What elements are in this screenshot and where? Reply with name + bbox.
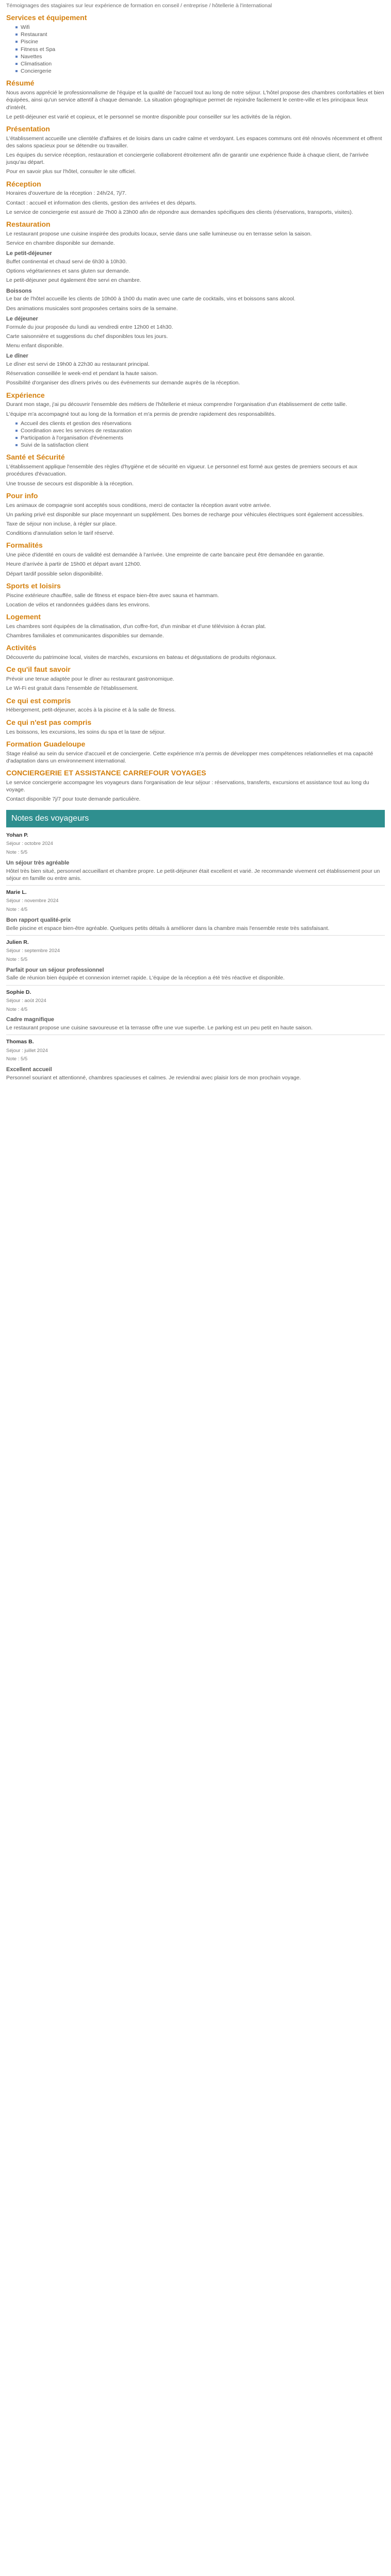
experience-paragraph: L'équipe m'a accompagné tout au long de la formation et m'a permis de prendre rapidement des responsabilités. xyxy=(6,411,276,417)
info-paragraph: Conditions d'annulation selon le tarif réservé. xyxy=(6,530,115,537)
experience-item: Coordination avec les services de restauration xyxy=(21,427,385,434)
leisure-heading: Sports et loisirs xyxy=(6,581,61,590)
presentation-paragraph: Pour en savoir plus sur l'hôtel, consulter le site officiel. xyxy=(6,168,136,175)
dinner-heading: Le dîner xyxy=(6,353,28,360)
info-paragraph: Taxe de séjour non incluse, à régler sur place. xyxy=(6,521,117,528)
lodging-paragraph: Les chambres sont équipées de la climatisation, d'un coffre-fort, d'un minibar et d'une télévision à écran plat. xyxy=(6,623,266,630)
service-item: Navettes xyxy=(21,53,385,60)
activities-heading: Activités xyxy=(6,643,37,652)
restauration-paragraph: Le restaurant propose une cuisine inspirée des produits locaux, servie dans une salle lumineuse ou en terrasse selon la saison. xyxy=(6,230,312,237)
lunch-paragraph: Formule du jour proposée du lundi au vendredi entre 12h00 et 14h30. xyxy=(6,324,173,330)
reception-paragraph: Horaires d'ouverture de la réception : 24h/24, 7j/7. xyxy=(6,190,127,197)
leisure-paragraph: Location de vélos et randonnées guidées dans les environs. xyxy=(6,601,151,608)
reception-paragraph: Contact : accueil et information des clients, gestion des arrivées et des départs. xyxy=(6,199,197,206)
review-list xyxy=(6,832,385,1081)
review-item xyxy=(6,889,385,936)
included-heading: Ce qui est compris xyxy=(6,696,71,705)
review-item xyxy=(6,832,385,886)
service-item: Restaurant xyxy=(21,31,385,38)
training-heading: Formation Guadeloupe xyxy=(6,739,86,748)
info-heading: Pour info xyxy=(6,491,38,500)
presentation-paragraph: L'établissement accueille une clientèle d'affaires et de loisirs dans un cadre calme et verdoyant. Les espaces communs ont été rénovés récemment et offrent des salons spacieux pour se détendre ou travailler. xyxy=(6,135,382,149)
intro-text: Témoignages des stagiaires sur leur expérience de formation en conseil / entreprise / hôtellerie à l'international xyxy=(6,3,272,9)
review-text: Le restaurant propose une cuisine savoureuse et la terrasse offre une vue superbe. Le parking est un peu petit en haute saison. xyxy=(6,1025,313,1031)
page xyxy=(0,0,391,1094)
resume-heading: Résumé xyxy=(6,79,35,88)
review-text: Salle de réunion bien équipée et connexion internet rapide. L'équipe de la réception a été très réactive et disponible. xyxy=(6,975,285,981)
concierge-paragraph: Le service conciergerie accompagne les voyageurs dans l'organisation de leur séjour : réservations, transferts, excursions et assistance tout au long du voyage. xyxy=(6,779,369,793)
breakfast-paragraph: Buffet continental et chaud servi de 6h30 à 10h30. xyxy=(6,259,127,265)
presentation-heading: Présentation xyxy=(6,124,50,133)
resume-paragraph: Le petit-déjeuner est varié et copieux, et le personnel se montre disponible pour conseiller sur les activités de la région. xyxy=(6,113,292,120)
experience-list xyxy=(6,420,385,449)
service-item: Wifi xyxy=(21,24,385,31)
breakfast-paragraph: Le petit-déjeuner peut également être servi en chambre. xyxy=(6,277,141,284)
activities-paragraph: Découverte du patrimoine local, visites de marchés, excursions en bateau et dégustations de produits régionaux. xyxy=(6,654,277,661)
review-date: Séjour : juillet 2024 xyxy=(6,1047,48,1054)
experience-item: Participation à l'organisation d'événements xyxy=(21,434,385,442)
restauration-paragraph: Service en chambre disponible sur demande. xyxy=(6,240,115,247)
service-item: Fitness et Spa xyxy=(21,46,385,53)
breakfast-paragraph: Options végétariennes et sans gluten sur demande. xyxy=(6,268,131,275)
review-author: Yohan P. xyxy=(6,832,28,838)
practical-heading: Ce qu'il faut savoir xyxy=(6,665,71,674)
concierge-heading: CONCIERGERIE ET ASSISTANCE CARREFOUR VOYAGES xyxy=(6,768,206,777)
experience-heading: Expérience xyxy=(6,391,45,399)
included-paragraph: Hébergement, petit-déjeuner, accès à la piscine et à la salle de fitness. xyxy=(6,707,176,714)
lodging-paragraph: Chambres familiales et communicantes disponibles sur demande. xyxy=(6,633,164,639)
services-heading: Services et équipement xyxy=(6,13,87,22)
review-rating: Note : 5/5 xyxy=(6,956,28,962)
review-rating: Note : 4/5 xyxy=(6,1006,28,1012)
review-title: Excellent accueil xyxy=(6,1066,52,1073)
leisure-paragraph: Piscine extérieure chauffée, salle de fitness et espace bien-être avec sauna et hammam. xyxy=(6,592,219,599)
drinks-paragraph: Le bar de l'hôtel accueille les clients de 10h00 à 1h00 du matin avec une carte de cocktails, vins et boissons sans alcool. xyxy=(6,296,296,302)
formalities-heading: Formalités xyxy=(6,541,43,550)
review-rating: Note : 5/5 xyxy=(6,849,28,855)
resume-paragraph: Nous avons apprécié le professionnalisme de l'équipe et la qualité de l'accueil tout au long de notre séjour. L'hôtel propose des chambres confortables et bien équipées, ainsi qu'un service attentif à chaque demande. La situation géographique permet de rejoindre facilement le centre-ville et les principaux lieux d'intérêt. xyxy=(6,90,384,111)
not-included-heading: Ce qui n'est pas compris xyxy=(6,718,92,726)
info-paragraph: Un parking privé est disponible sur place moyennant un supplément. Des bornes de recharge pour véhicules électriques sont également accessibles. xyxy=(6,511,364,518)
lodging-heading: Logement xyxy=(6,613,41,621)
reception-paragraph: Le service de conciergerie est assuré de 7h00 à 23h00 afin de répondre aux demandes spécifiques des clients (réservations, transports, visites). xyxy=(6,209,353,215)
review-divider xyxy=(6,885,385,886)
review-text: Hôtel très bien situé, personnel accueillant et chambre propre. Le petit-déjeuner était excellent et varié. Je recommande vivement cet établissement pour un séjour en famille ou entre amis. xyxy=(6,868,380,882)
review-text: Personnel souriant et attentionné, chambres spacieuses et calmes. Je reviendrai avec plaisir lors de mon prochain voyage. xyxy=(6,1075,301,1081)
info-paragraph: Les animaux de compagnie sont acceptés sous conditions, merci de contacter la réception avant votre arrivée. xyxy=(6,502,271,509)
review-author: Marie L. xyxy=(6,889,27,895)
review-divider xyxy=(6,935,385,936)
dinner-paragraph: Possibilité d'organiser des dîners privés ou des événements sur demande auprès de la réception. xyxy=(6,380,240,386)
practical-paragraph: Prévoir une tenue adaptée pour le dîner au restaurant gastronomique. xyxy=(6,676,174,683)
drinks-heading: Boissons xyxy=(6,287,32,294)
review-title: Bon rapport qualité-prix xyxy=(6,917,71,923)
health-heading: Santé et Sécurité xyxy=(6,453,65,462)
review-title: Parfait pour un séjour professionnel xyxy=(6,967,104,973)
review-divider xyxy=(6,985,385,986)
formalities-paragraph: Heure d'arrivée à partir de 15h00 et départ avant 12h00. xyxy=(6,561,141,568)
practical-paragraph: Le Wi-Fi est gratuit dans l'ensemble de l'établissement. xyxy=(6,685,139,692)
formalities-paragraph: Une pièce d'identité en cours de validité est demandée à l'arrivée. Une empreinte de carte bancaire peut être demandée en garantie. xyxy=(6,552,324,558)
review-author: Julien R. xyxy=(6,939,29,945)
training-paragraph: Stage réalisé au sein du service d'accueil et de conciergerie. Cette expérience m'a permis de développer mes compétences relationnelles et ma capacité d'adaptation dans un environnement international. xyxy=(6,750,373,764)
review-rating: Note : 5/5 xyxy=(6,1056,28,1062)
experience-paragraph: Durant mon stage, j'ai pu découvrir l'ensemble des métiers de l'hôtellerie et mieux comprendre l'organisation d'un établissement de cette taille. xyxy=(6,401,347,408)
review-author: Sophie D. xyxy=(6,989,31,995)
concierge-paragraph: Contact disponible 7j/7 pour toute demande particulière. xyxy=(6,796,141,803)
drinks-paragraph: Des animations musicales sont proposées certains soirs de la semaine. xyxy=(6,305,178,312)
lunch-paragraph: Menu enfant disponible. xyxy=(6,342,64,349)
service-item: Conciergerie xyxy=(21,67,385,75)
experience-item: Suivi de la satisfaction client xyxy=(21,442,385,449)
formalities-paragraph: Départ tardif possible selon disponibilité. xyxy=(6,570,103,577)
review-item xyxy=(6,939,385,986)
review-date: Séjour : septembre 2024 xyxy=(6,947,60,954)
service-item: Climatisation xyxy=(21,60,385,67)
review-date: Séjour : octobre 2024 xyxy=(6,841,53,847)
review-title: Un séjour très agréable xyxy=(6,859,70,866)
lunch-heading: Le déjeuner xyxy=(6,315,38,322)
services-list xyxy=(6,24,385,75)
review-rating: Note : 4/5 xyxy=(6,906,28,912)
breakfast-heading: Le petit-déjeuner xyxy=(6,250,52,257)
not-included-paragraph: Les boissons, les excursions, les soins du spa et la taxe de séjour. xyxy=(6,728,166,735)
review-item xyxy=(6,1038,385,1081)
review-text: Belle piscine et espace bien-être agréable. Quelques petits détails à améliorer dans la chambre mais l'ensemble reste très satisfaisant. xyxy=(6,925,330,931)
health-paragraph: L'établissement applique l'ensemble des règles d'hygiène et de sécurité en vigueur. Le personnel est formé aux gestes de premiers secours et aux procédures d'évacuation. xyxy=(6,464,357,478)
experience-item: Accueil des clients et gestion des réservations xyxy=(21,420,385,427)
dinner-paragraph: Le dîner est servi de 19h00 à 22h30 au restaurant principal. xyxy=(6,361,150,367)
reviews-section-bar: Notes des voyageurs xyxy=(6,810,385,827)
lunch-paragraph: Carte saisonnière et suggestions du chef disponibles tous les jours. xyxy=(6,333,168,340)
restauration-heading: Restauration xyxy=(6,220,51,228)
dinner-paragraph: Réservation conseillée le week-end et pendant la haute saison. xyxy=(6,370,158,377)
review-date: Séjour : novembre 2024 xyxy=(6,898,59,904)
presentation-paragraph: Les équipes du service réception, restauration et conciergerie collaborent étroitement afin de garantir une expérience fluide à chaque client, de l'arrivée jusqu'au départ. xyxy=(6,152,369,166)
review-item xyxy=(6,989,385,1036)
service-item: Piscine xyxy=(21,38,385,45)
review-date: Séjour : août 2024 xyxy=(6,997,46,1004)
health-paragraph: Une trousse de secours est disponible à la réception. xyxy=(6,480,134,487)
reception-heading: Réception xyxy=(6,179,41,188)
review-title: Cadre magnifique xyxy=(6,1016,54,1023)
review-author: Thomas B. xyxy=(6,1039,34,1045)
